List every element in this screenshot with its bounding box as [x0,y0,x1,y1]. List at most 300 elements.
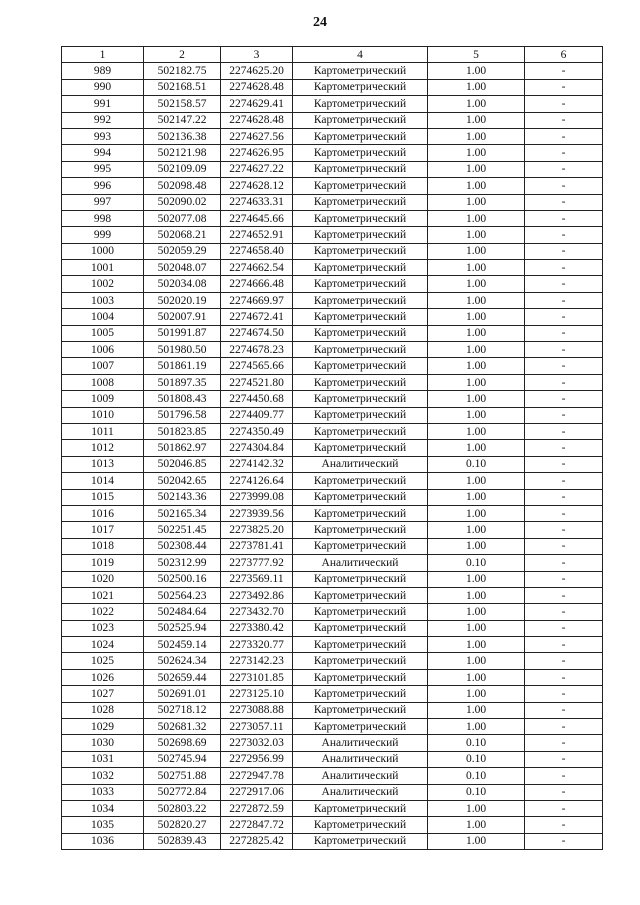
accuracy-cell: 1.00 [428,374,525,390]
accuracy-cell: 1.00 [428,194,525,210]
method-cell: Картометрический [293,440,428,456]
table-row [62,243,603,259]
accuracy-cell: 1.00 [428,423,525,439]
note-cell: - [525,587,603,603]
x-coordinate-cell: 502624.34 [144,653,221,669]
x-coordinate-cell: 502751.88 [144,768,221,784]
table-row [62,309,603,325]
accuracy-cell: 1.00 [428,637,525,653]
method-cell: Картометрический [293,145,428,161]
table-row [62,735,603,751]
method-cell: Картометрический [293,260,428,276]
note-cell: - [525,79,603,95]
y-coordinate-cell: 2274565.66 [221,358,293,374]
note-cell: - [525,309,603,325]
point-number-cell: 1031 [62,751,144,767]
x-coordinate-cell: 502143.36 [144,489,221,505]
point-number-cell: 1029 [62,719,144,735]
accuracy-cell: 1.00 [428,342,525,358]
method-cell: Картометрический [293,571,428,587]
method-cell: Картометрический [293,538,428,554]
note-cell: - [525,292,603,308]
accuracy-cell: 1.00 [428,309,525,325]
table-row [62,604,603,620]
accuracy-cell: 1.00 [428,440,525,456]
note-cell: - [525,653,603,669]
table-row [62,800,603,816]
accuracy-cell: 1.00 [428,800,525,816]
x-coordinate-cell: 502691.01 [144,686,221,702]
table-row [62,358,603,374]
y-coordinate-cell: 2273492.86 [221,587,293,603]
note-cell: - [525,620,603,636]
table-row [62,63,603,79]
accuracy-cell: 0.10 [428,456,525,472]
method-cell: Картометрический [293,128,428,144]
note-cell: - [525,784,603,800]
y-coordinate-cell: 2273142.23 [221,653,293,669]
point-number-cell: 1011 [62,423,144,439]
point-number-cell: 993 [62,128,144,144]
accuracy-cell: 1.00 [428,489,525,505]
table-row [62,128,603,144]
point-number-cell: 1019 [62,555,144,571]
x-coordinate-cell: 502659.44 [144,669,221,685]
y-coordinate-cell: 2273432.70 [221,604,293,620]
point-number-cell: 1025 [62,653,144,669]
table-row [62,456,603,472]
method-cell: Картометрический [293,194,428,210]
note-cell: - [525,768,603,784]
note-cell: - [525,833,603,849]
table-row [62,817,603,833]
x-coordinate-cell: 501808.43 [144,391,221,407]
column-header: 5 [428,47,525,63]
note-cell: - [525,128,603,144]
accuracy-cell: 1.00 [428,817,525,833]
point-number-cell: 998 [62,210,144,226]
table-row [62,276,603,292]
accuracy-cell: 1.00 [428,407,525,423]
table-row [62,571,603,587]
y-coordinate-cell: 2274627.56 [221,128,293,144]
accuracy-cell: 1.00 [428,145,525,161]
y-coordinate-cell: 2272956.99 [221,751,293,767]
note-cell: - [525,505,603,521]
note-cell: - [525,243,603,259]
table-row [62,784,603,800]
point-number-cell: 1005 [62,325,144,341]
note-cell: - [525,751,603,767]
y-coordinate-cell: 2274350.49 [221,423,293,439]
x-coordinate-cell: 502839.43 [144,833,221,849]
accuracy-cell: 0.10 [428,555,525,571]
method-cell: Картометрический [293,178,428,194]
y-coordinate-cell: 2273320.77 [221,637,293,653]
point-number-cell: 1017 [62,522,144,538]
note-cell: - [525,817,603,833]
table-row [62,751,603,767]
x-coordinate-cell: 502034.08 [144,276,221,292]
y-coordinate-cell: 2273777.92 [221,555,293,571]
x-coordinate-cell: 502698.69 [144,735,221,751]
table-row [62,112,603,128]
point-number-cell: 996 [62,178,144,194]
accuracy-cell: 1.00 [428,358,525,374]
point-number-cell: 1004 [62,309,144,325]
note-cell: - [525,571,603,587]
x-coordinate-cell: 502182.75 [144,63,221,79]
note-cell: - [525,702,603,718]
x-coordinate-cell: 502147.22 [144,112,221,128]
y-coordinate-cell: 2274666.48 [221,276,293,292]
accuracy-cell: 1.00 [428,63,525,79]
accuracy-cell: 1.00 [428,161,525,177]
method-cell: Картометрический [293,653,428,669]
point-number-cell: 1002 [62,276,144,292]
x-coordinate-cell: 502136.38 [144,128,221,144]
method-cell: Картометрический [293,702,428,718]
point-number-cell: 1026 [62,669,144,685]
note-cell: - [525,161,603,177]
method-cell: Картометрический [293,391,428,407]
y-coordinate-cell: 2273101.85 [221,669,293,685]
table-row [62,473,603,489]
accuracy-cell: 0.10 [428,751,525,767]
note-cell: - [525,358,603,374]
method-cell: Картометрический [293,423,428,439]
note-cell: - [525,719,603,735]
method-cell: Картометрический [293,325,428,341]
method-cell: Картометрический [293,587,428,603]
x-coordinate-cell: 501897.35 [144,374,221,390]
point-number-cell: 994 [62,145,144,161]
accuracy-cell: 1.00 [428,719,525,735]
x-coordinate-cell: 502077.08 [144,210,221,226]
x-coordinate-cell: 502042.65 [144,473,221,489]
x-coordinate-cell: 501862.97 [144,440,221,456]
accuracy-cell: 1.00 [428,604,525,620]
x-coordinate-cell: 502745.94 [144,751,221,767]
x-coordinate-cell: 502484.64 [144,604,221,620]
note-cell: - [525,440,603,456]
method-cell: Картометрический [293,719,428,735]
point-number-cell: 1034 [62,800,144,816]
method-cell: Аналитический [293,555,428,571]
point-number-cell: 1032 [62,768,144,784]
y-coordinate-cell: 2273825.20 [221,522,293,538]
note-cell: - [525,374,603,390]
accuracy-cell: 1.00 [428,210,525,226]
method-cell: Картометрический [293,620,428,636]
accuracy-cell: 1.00 [428,178,525,194]
y-coordinate-cell: 2274304.84 [221,440,293,456]
y-coordinate-cell: 2274633.31 [221,194,293,210]
note-cell: - [525,227,603,243]
table-row [62,407,603,423]
point-number-cell: 1021 [62,587,144,603]
x-coordinate-cell: 502168.51 [144,79,221,95]
note-cell: - [525,407,603,423]
table-row [62,555,603,571]
table-row [62,161,603,177]
method-cell: Картометрический [293,407,428,423]
point-number-cell: 1001 [62,260,144,276]
y-coordinate-cell: 2274674.50 [221,325,293,341]
method-cell: Картометрический [293,358,428,374]
y-coordinate-cell: 2274662.54 [221,260,293,276]
method-cell: Картометрический [293,112,428,128]
note-cell: - [525,145,603,161]
point-number-cell: 999 [62,227,144,243]
x-coordinate-cell: 501823.85 [144,423,221,439]
y-coordinate-cell: 2274450.68 [221,391,293,407]
note-cell: - [525,538,603,554]
table-row [62,391,603,407]
point-number-cell: 1023 [62,620,144,636]
page-number: 24 [313,15,327,30]
method-cell: Аналитический [293,456,428,472]
y-coordinate-cell: 2274628.48 [221,112,293,128]
method-cell: Картометрический [293,522,428,538]
method-cell: Картометрический [293,210,428,226]
x-coordinate-cell: 502109.09 [144,161,221,177]
point-number-cell: 992 [62,112,144,128]
y-coordinate-cell: 2274672.41 [221,309,293,325]
table-row [62,620,603,636]
y-coordinate-cell: 2274645.66 [221,210,293,226]
point-number-cell: 1013 [62,456,144,472]
point-number-cell: 1028 [62,702,144,718]
table-row [62,522,603,538]
point-number-cell: 989 [62,63,144,79]
note-cell: - [525,423,603,439]
method-cell: Картометрический [293,489,428,505]
note-cell: - [525,456,603,472]
accuracy-cell: 1.00 [428,112,525,128]
point-number-cell: 1008 [62,374,144,390]
column-header: 1 [62,47,144,63]
x-coordinate-cell: 502718.12 [144,702,221,718]
y-coordinate-cell: 2274629.41 [221,96,293,112]
accuracy-cell: 0.10 [428,735,525,751]
method-cell: Картометрический [293,637,428,653]
note-cell: - [525,686,603,702]
table-row [62,178,603,194]
accuracy-cell: 1.00 [428,128,525,144]
x-coordinate-cell: 501796.58 [144,407,221,423]
note-cell: - [525,63,603,79]
y-coordinate-cell: 2274142.32 [221,456,293,472]
y-coordinate-cell: 2272847.72 [221,817,293,833]
accuracy-cell: 1.00 [428,260,525,276]
point-number-cell: 1010 [62,407,144,423]
note-cell: - [525,669,603,685]
x-coordinate-cell: 502007.91 [144,309,221,325]
x-coordinate-cell: 502165.34 [144,505,221,521]
method-cell: Картометрический [293,292,428,308]
table-row [62,489,603,505]
point-number-cell: 1036 [62,833,144,849]
table-row [62,768,603,784]
column-header: 3 [221,47,293,63]
accuracy-cell: 1.00 [428,473,525,489]
y-coordinate-cell: 2274126.64 [221,473,293,489]
x-coordinate-cell: 502312.99 [144,555,221,571]
note-cell: - [525,800,603,816]
note-cell: - [525,522,603,538]
point-number-cell: 990 [62,79,144,95]
y-coordinate-cell: 2272917.06 [221,784,293,800]
method-cell: Картометрический [293,686,428,702]
coordinates-table [61,46,603,850]
table-row [62,227,603,243]
method-cell: Картометрический [293,309,428,325]
accuracy-cell: 1.00 [428,686,525,702]
point-number-cell: 1020 [62,571,144,587]
x-coordinate-cell: 502098.48 [144,178,221,194]
x-coordinate-cell: 502046.85 [144,456,221,472]
method-cell: Аналитический [293,751,428,767]
table-row [62,833,603,849]
table-row [62,505,603,521]
x-coordinate-cell: 501861.19 [144,358,221,374]
y-coordinate-cell: 2273125.10 [221,686,293,702]
point-number-cell: 1022 [62,604,144,620]
y-coordinate-cell: 2274409.77 [221,407,293,423]
accuracy-cell: 1.00 [428,833,525,849]
method-cell: Картометрический [293,227,428,243]
accuracy-cell: 0.10 [428,784,525,800]
point-number-cell: 1033 [62,784,144,800]
x-coordinate-cell: 502068.21 [144,227,221,243]
note-cell: - [525,391,603,407]
note-cell: - [525,210,603,226]
accuracy-cell: 1.00 [428,292,525,308]
y-coordinate-cell: 2274628.12 [221,178,293,194]
y-coordinate-cell: 2273569.11 [221,571,293,587]
y-coordinate-cell: 2272825.42 [221,833,293,849]
method-cell: Картометрический [293,374,428,390]
table-row [62,587,603,603]
table-row [62,342,603,358]
point-number-cell: 1016 [62,505,144,521]
x-coordinate-cell: 502048.07 [144,260,221,276]
method-cell: Картометрический [293,833,428,849]
x-coordinate-cell: 502500.16 [144,571,221,587]
x-coordinate-cell: 502459.14 [144,637,221,653]
point-number-cell: 1006 [62,342,144,358]
x-coordinate-cell: 501980.50 [144,342,221,358]
table-body [62,63,603,850]
accuracy-cell: 1.00 [428,227,525,243]
x-coordinate-cell: 502525.94 [144,620,221,636]
y-coordinate-cell: 2273057.11 [221,719,293,735]
method-cell: Картометрический [293,604,428,620]
point-number-cell: 1009 [62,391,144,407]
note-cell: - [525,194,603,210]
column-header: 2 [144,47,221,63]
point-number-cell: 1007 [62,358,144,374]
accuracy-cell: 0.10 [428,768,525,784]
x-coordinate-cell: 502681.32 [144,719,221,735]
table-row [62,292,603,308]
x-coordinate-cell: 502772.84 [144,784,221,800]
table-row [62,210,603,226]
x-coordinate-cell: 502564.23 [144,587,221,603]
column-header: 6 [525,47,603,63]
note-cell: - [525,96,603,112]
accuracy-cell: 1.00 [428,669,525,685]
accuracy-cell: 1.00 [428,325,525,341]
method-cell: Картометрический [293,473,428,489]
point-number-cell: 997 [62,194,144,210]
method-cell: Картометрический [293,800,428,816]
method-cell: Картометрический [293,342,428,358]
table-row [62,325,603,341]
column-header: 4 [293,47,428,63]
x-coordinate-cell: 501991.87 [144,325,221,341]
table-row [62,260,603,276]
x-coordinate-cell: 502820.27 [144,817,221,833]
y-coordinate-cell: 2274521.80 [221,374,293,390]
table-row [62,145,603,161]
table-row [62,538,603,554]
note-cell: - [525,473,603,489]
method-cell: Картометрический [293,243,428,259]
point-number-cell: 1024 [62,637,144,653]
table-row [62,669,603,685]
accuracy-cell: 1.00 [428,653,525,669]
y-coordinate-cell: 2273939.56 [221,505,293,521]
note-cell: - [525,735,603,751]
table-row [62,653,603,669]
accuracy-cell: 1.00 [428,522,525,538]
note-cell: - [525,555,603,571]
x-coordinate-cell: 502158.57 [144,96,221,112]
note-cell: - [525,342,603,358]
note-cell: - [525,604,603,620]
accuracy-cell: 1.00 [428,620,525,636]
point-number-cell: 1014 [62,473,144,489]
accuracy-cell: 1.00 [428,538,525,554]
point-number-cell: 1018 [62,538,144,554]
note-cell: - [525,112,603,128]
y-coordinate-cell: 2273032.03 [221,735,293,751]
note-cell: - [525,260,603,276]
x-coordinate-cell: 502308.44 [144,538,221,554]
point-number-cell: 1030 [62,735,144,751]
x-coordinate-cell: 502121.98 [144,145,221,161]
x-coordinate-cell: 502059.29 [144,243,221,259]
method-cell: Аналитический [293,735,428,751]
accuracy-cell: 1.00 [428,391,525,407]
accuracy-cell: 1.00 [428,243,525,259]
table-row [62,194,603,210]
table-header-row [62,47,603,63]
point-number-cell: 995 [62,161,144,177]
method-cell: Картометрический [293,79,428,95]
y-coordinate-cell: 2274628.48 [221,79,293,95]
y-coordinate-cell: 2274652.91 [221,227,293,243]
accuracy-cell: 1.00 [428,587,525,603]
accuracy-cell: 1.00 [428,505,525,521]
note-cell: - [525,489,603,505]
y-coordinate-cell: 2272872.59 [221,800,293,816]
table-row [62,96,603,112]
y-coordinate-cell: 2274658.40 [221,243,293,259]
accuracy-cell: 1.00 [428,571,525,587]
